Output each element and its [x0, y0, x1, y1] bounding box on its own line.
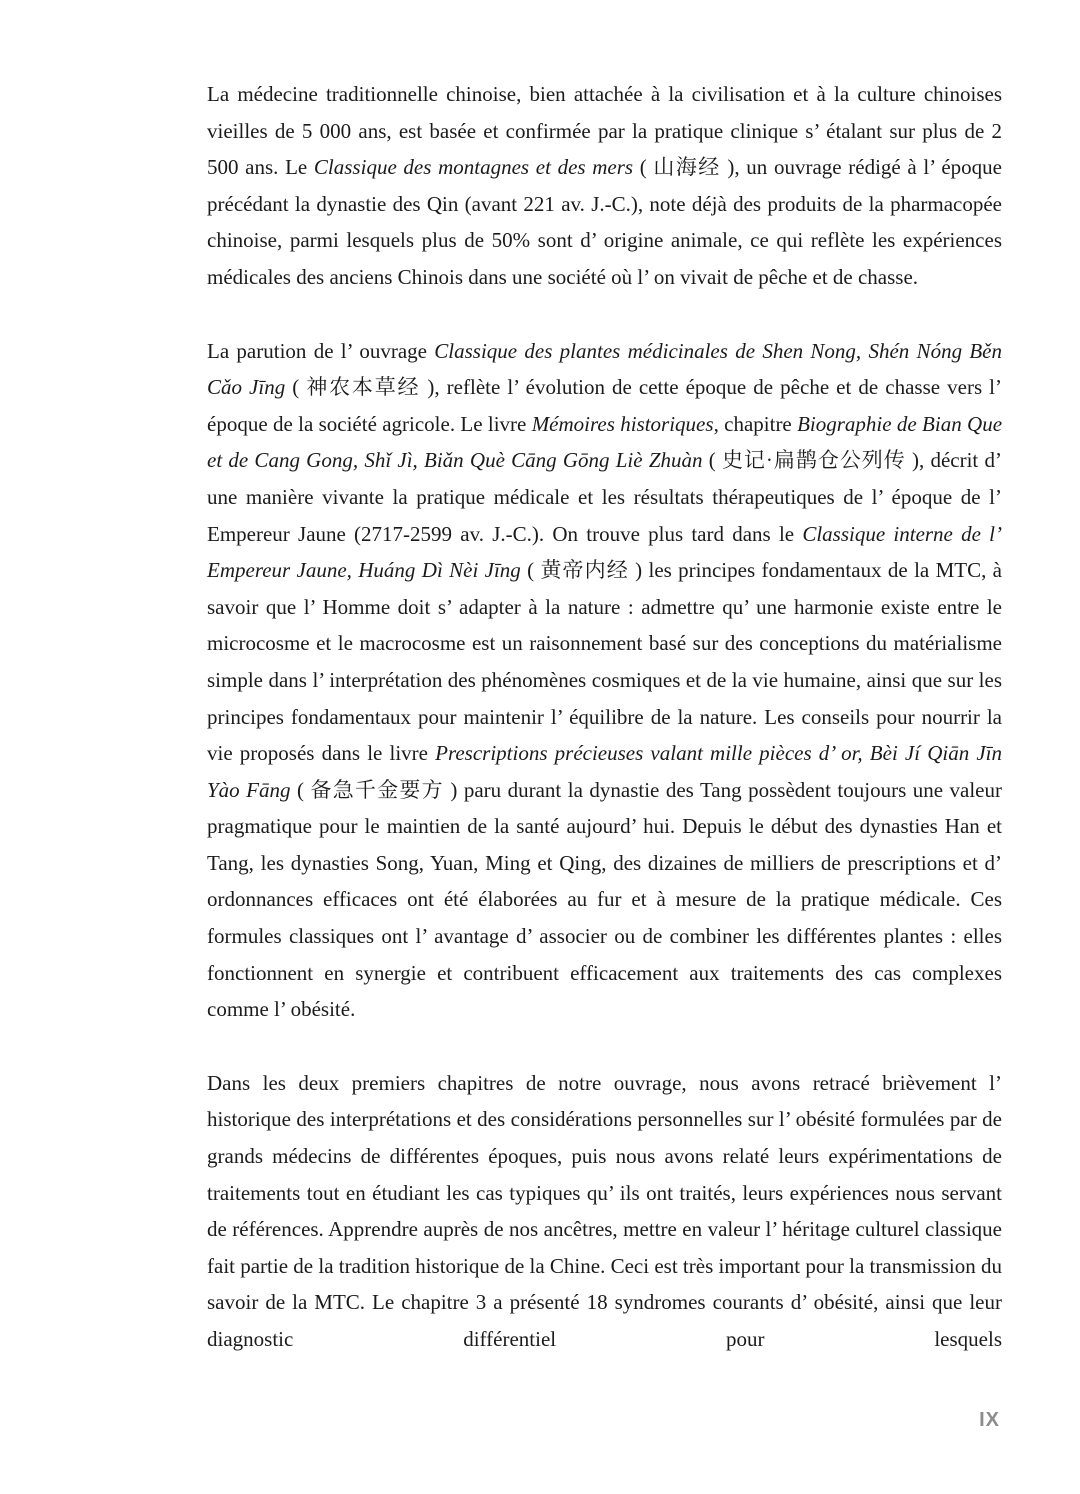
- page-number: IX: [979, 1409, 1000, 1431]
- text-segment: Dans les deux premiers chapitres de notre ouvrage, nous avons retracé brièvement l’ historique des interprétations et des considérations personnelles sur l’ obésité formulées par de grands médecins de différentes époques, puis nous avons relaté leurs expérimentations de traitements tout en étudiant les cas typiques qu’ ils ont traités, leurs expériences nous servant de références. Apprendre auprès de nos ancêtres, mettre en valeur l’ héritage culturel classique fait partie de la tradition historique de la Chine. Ceci est très important pour la transmission du savoir de la MTC. Le chapitre 3 a présenté 18 syndromes courants d’ obésité, ainsi que leur diagnostic différentiel pour lesquels: [207, 1070, 1002, 1351]
- book-title-segment: Prescriptions précieuses valant mille pièces d’ or, Bèi Jí Qiān Jīn Yào Fāng: [207, 741, 1002, 802]
- book-title-segment: Classique des montagnes et des mers: [313, 155, 634, 180]
- text-segment: La parution de l’ ouvrage: [207, 338, 435, 363]
- text-segment: , chapitre: [713, 411, 798, 436]
- text-segment: ( 神农本草经 ), reflète l’ évolution de cette époque de pêche et de chasse vers l’ époque de la société agricole. Le livre: [207, 375, 1002, 436]
- book-title-segment: Biographie de Bian Que et de Cang Gong, Shǐ Jì, Biǎn Què Cāng Gōng Liè Zhuàn: [207, 411, 1003, 473]
- text-segment: ( 山海经 ), un ouvrage rédigé à l’ époque précédant la dynastie des Qin (avant 221 av. J.-C.), note déjà des produits de la pharmacopée chinoise, parmi lesquels plus de 50% sont d’ origine animale, ce qui reflète les expériences médicales des anciens Chinois dans une société où l’ on vivait de pêche et de chasse.: [207, 155, 1002, 289]
- text-segment: ( 黄帝内经 ) les principes fondamentaux de la MTC, à savoir que l’ Homme doit s’ adapter à la nature : admettre qu’ une harmonie existe entre le microcosme et le macrocosme est un raisonnement basé sur des conceptions du matérialisme simple dans l’ interprétation des phénomènes cosmiques et de la vie humaine, ainsi que sur les principes fondamentaux pour maintenir l’ équilibre de la nature. Les conseils pour nourrir la vie proposés dans le livre: [207, 558, 1003, 766]
- text-segment: ( 史记·扁鹊仓公列传 ), décrit d’ une manière vivante la pratique médicale et les résultats thérapeutiques de l’ époque de l’ Empereur Jaune (2717-2599 av. J.-C.). On trouve plus tard dans le: [207, 448, 1002, 546]
- paragraph-1: [207, 76, 1002, 296]
- paragraph-2: [207, 333, 1002, 1028]
- document-body: [207, 76, 1002, 1358]
- text-segment: La médecine traditionnelle chinoise, bien attachée à la civilisation et à la culture chinoises vieilles de 5 000 ans, est basée et confirmée par la pratique clinique s’ étalant sur plus de 2 500 ans. Le: [207, 82, 1002, 180]
- book-title-segment: Classique des plantes médicinales de Shen Nong, Shén Nóng Běn Cǎo Jīng: [207, 338, 1002, 400]
- book-title-segment: Classique interne de l’ Empereur Jaune, Huáng Dì Nèi Jīng: [207, 521, 1002, 583]
- text-segment: ( 备急千金要方 ) paru durant la dynastie des Tang possèdent toujours une valeur pragmatique pour le maintien de la santé aujourd’ hui. Depuis le début des dynasties Han et Tang, les dynasties Song, Yuan, Ming et Qing, des dizaines de milliers de prescriptions et d’ ordonnances efficaces ont été élaborées au fur et à mesure de la pratique médicale. Ces formules classiques ont l’ avantage d’ associer ou de combiner les différentes plantes : elles fonctionnent en synergie et contribuent efficacement aux traitements des cas complexes comme l’ obésité.: [207, 777, 1003, 1022]
- book-title-segment: Mémoires historiques: [531, 411, 714, 436]
- paragraph-3: [207, 1065, 1002, 1358]
